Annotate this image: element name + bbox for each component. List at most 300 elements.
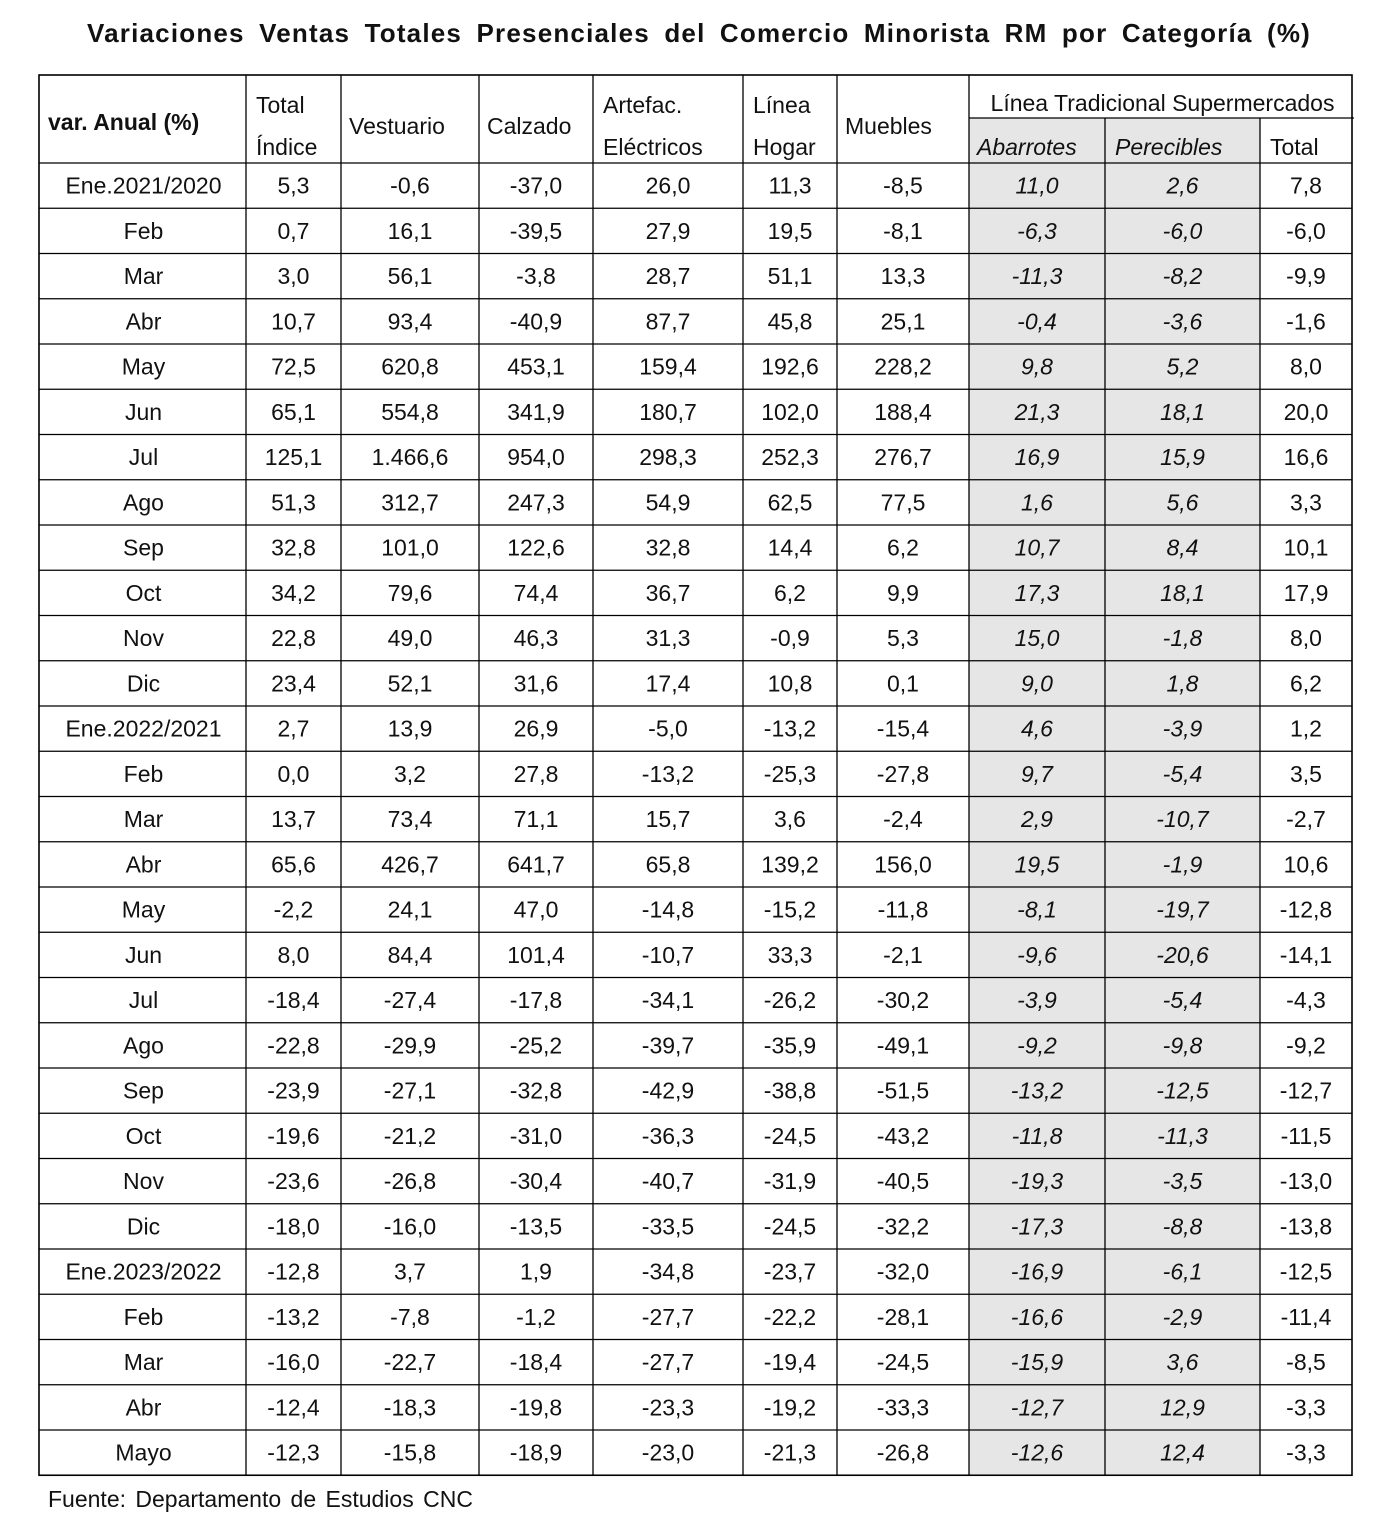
row-label: Nov <box>123 1168 164 1195</box>
table-cell: 5,3 <box>887 625 919 652</box>
table-cell: -34,8 <box>641 1258 695 1285</box>
row-label: Ago <box>123 1032 164 1059</box>
table-cell: -17,8 <box>509 987 563 1014</box>
table-cell: 101,0 <box>381 534 439 561</box>
table-cell: -11,8 <box>877 896 929 923</box>
table-cell: 62,5 <box>767 489 813 516</box>
table-cell: -10,7 <box>641 941 695 968</box>
table-cell: -32,2 <box>876 1213 930 1240</box>
row-label: Ago <box>123 489 164 516</box>
table-cell: 954,0 <box>507 444 565 471</box>
row-label: Feb <box>123 217 164 244</box>
table-cell: 426,7 <box>381 851 439 878</box>
table-cell: -16,6 <box>1010 1303 1064 1330</box>
table-cell: 0,0 <box>277 760 310 787</box>
table-cell: -24,5 <box>876 1349 930 1376</box>
table-cell: -2,2 <box>273 896 314 923</box>
table-cell: 8,0 <box>1290 625 1322 652</box>
table-cell: -15,9 <box>1010 1349 1064 1376</box>
table-cell: -13,0 <box>1279 1168 1333 1195</box>
table-cell: -34,1 <box>641 987 695 1014</box>
table-cell: -1,2 <box>516 1303 556 1330</box>
row-label: Nov <box>123 625 164 652</box>
table-cell: 5,3 <box>277 172 310 199</box>
table-cell: 15,7 <box>645 806 691 833</box>
table-cell: -9,2 <box>1017 1032 1057 1059</box>
table-cell: 101,4 <box>507 941 565 968</box>
row-label: Abr <box>125 1394 162 1421</box>
row-label: Oct <box>125 1122 162 1149</box>
table-cell: 10,7 <box>271 308 316 335</box>
table-cell: -26,8 <box>383 1168 437 1195</box>
table-cell: -38,8 <box>763 1077 817 1104</box>
table-cell: -0,9 <box>770 625 810 652</box>
table-cell: 87,7 <box>645 308 691 335</box>
table-cell: -3,9 <box>1162 715 1203 742</box>
row-label: May <box>121 353 166 380</box>
row-label: Sep <box>123 534 164 561</box>
row-label: Mar <box>123 263 164 290</box>
row-label: Jul <box>128 987 159 1014</box>
table-cell: 6,2 <box>887 534 919 561</box>
table-cell: 1,2 <box>1290 715 1322 742</box>
table-cell: -24,5 <box>763 1213 817 1240</box>
row-label: Jun <box>124 398 163 425</box>
table-cell: -32,0 <box>876 1258 930 1285</box>
table-cell: -43,2 <box>876 1122 930 1149</box>
table-cell: 5,2 <box>1166 353 1199 380</box>
table-cell: -11,3 <box>1011 263 1063 290</box>
table-cell: 13,3 <box>880 263 926 290</box>
table-cell: 2,7 <box>277 715 310 742</box>
table-cell: 49,0 <box>387 625 433 652</box>
table-cell: -25,2 <box>509 1032 563 1059</box>
table-cell: 1,6 <box>1021 489 1053 516</box>
table-cell: -27,8 <box>876 760 930 787</box>
table-cell: -18,3 <box>383 1394 437 1421</box>
table-cell: 125,1 <box>264 444 323 471</box>
row-label: Dic <box>126 670 161 697</box>
table-cell: -13,2 <box>1010 1077 1064 1104</box>
table-cell: -19,3 <box>1010 1168 1064 1195</box>
table-cell: -23,7 <box>763 1258 817 1285</box>
table-cell: 22,8 <box>271 625 316 652</box>
table-cell: -18,4 <box>509 1349 563 1376</box>
table-cell: -3,8 <box>516 263 556 290</box>
table-cell: 4,6 <box>1021 715 1053 742</box>
table-cell: -11,8 <box>1011 1122 1063 1149</box>
table-cell: -13,2 <box>763 715 817 742</box>
table-cell: -22,2 <box>763 1303 817 1330</box>
table-cell: 12,4 <box>1160 1439 1205 1466</box>
table-cell: 15,9 <box>1160 444 1205 471</box>
table-cell: -15,8 <box>383 1439 437 1466</box>
table-cell: 23,4 <box>271 670 316 697</box>
table-cell: 17,3 <box>1014 579 1060 606</box>
table-cell: -14,8 <box>641 896 695 923</box>
table-cell: 9,8 <box>1021 353 1053 380</box>
column-header: Artefac. <box>603 92 683 118</box>
row-label: Sep <box>123 1077 164 1104</box>
table-cell: 32,8 <box>271 534 316 561</box>
table-cell: -27,7 <box>641 1303 695 1330</box>
table-cell: 31,3 <box>645 625 691 652</box>
table-cell: 620,8 <box>381 353 439 380</box>
table-cell: -27,7 <box>641 1349 695 1376</box>
table-cell: -3,6 <box>1162 308 1203 335</box>
table-cell: 180,7 <box>639 398 697 425</box>
table-cell: -21,2 <box>383 1122 437 1149</box>
table-cell: 0,1 <box>887 670 919 697</box>
table-cell: -13,2 <box>641 760 695 787</box>
table-cell: 51,1 <box>767 263 813 290</box>
table-cell: -13,8 <box>1279 1213 1333 1240</box>
table-cell: -3,3 <box>1286 1394 1326 1421</box>
table-cell: 0,7 <box>277 217 310 244</box>
table-cell: -22,8 <box>267 1032 320 1059</box>
table-cell: 15,0 <box>1014 625 1060 652</box>
table-cell: 84,4 <box>387 941 433 968</box>
source-note: Fuente: Departamento de Estudios CNC <box>48 1486 473 1512</box>
table-cell: 9,7 <box>1021 760 1053 787</box>
table-cell: 18,1 <box>1160 398 1205 425</box>
table-cell: -18,4 <box>267 987 320 1014</box>
table-cell: 25,1 <box>880 308 926 335</box>
table-cell: -51,5 <box>876 1077 930 1104</box>
row-label: Jun <box>124 941 163 968</box>
table-cell: -30,2 <box>876 987 930 1014</box>
table-cell: 72,5 <box>271 353 316 380</box>
row-label: Feb <box>123 1303 164 1330</box>
table-cell: 188,4 <box>874 398 932 425</box>
table-cell: 52,1 <box>387 670 433 697</box>
table-cell: 2,9 <box>1021 806 1053 833</box>
table-cell: 13,9 <box>387 715 433 742</box>
table-cell: -11,4 <box>1280 1303 1332 1330</box>
table-cell: -3,9 <box>1017 987 1057 1014</box>
table-cell: 73,4 <box>387 806 433 833</box>
table-cell: 312,7 <box>381 489 439 516</box>
table-cell: 192,6 <box>761 353 819 380</box>
table-cell: -29,9 <box>383 1032 437 1059</box>
table-cell: -25,3 <box>763 760 817 787</box>
table-cell: 6,2 <box>1290 670 1322 697</box>
table-cell: 14,4 <box>767 534 813 561</box>
table-cell: 10,7 <box>1014 534 1060 561</box>
table-cell: 122,6 <box>507 534 565 561</box>
table-cell: 18,1 <box>1160 579 1205 606</box>
table-cell: -16,0 <box>267 1349 320 1376</box>
table-cell: 453,1 <box>507 353 565 380</box>
table-cell: -16,0 <box>383 1213 437 1240</box>
column-header: Calzado <box>487 113 572 139</box>
table-cell: 276,7 <box>874 444 932 471</box>
table-cell: -8,8 <box>1162 1213 1203 1240</box>
table-cell: 21,3 <box>1014 398 1060 425</box>
table-cell: -0,6 <box>390 172 430 199</box>
table-cell: 36,7 <box>645 579 691 606</box>
table-cell: -39,5 <box>509 217 563 244</box>
table-cell: -12,3 <box>267 1439 320 1466</box>
table-cell: -23,3 <box>641 1394 695 1421</box>
table-cell: 51,3 <box>271 489 316 516</box>
table-cell: -9,2 <box>1286 1032 1326 1059</box>
table-cell: 56,1 <box>387 263 433 290</box>
table-cell: 20,0 <box>1283 398 1329 425</box>
table-cell: -19,2 <box>763 1394 817 1421</box>
table-cell: 3,2 <box>394 760 426 787</box>
column-header: Línea <box>753 92 811 118</box>
table-cell: 33,3 <box>767 941 813 968</box>
table-cell: -30,4 <box>509 1168 563 1195</box>
table-cell: 17,9 <box>1283 579 1329 606</box>
table-cell: -20,6 <box>1156 941 1209 968</box>
table-cell: 9,0 <box>1021 670 1053 697</box>
column-header: Abarrotes <box>977 134 1077 160</box>
table-cell: 77,5 <box>880 489 926 516</box>
table-cell: -2,4 <box>883 806 923 833</box>
table-cell: 16,6 <box>1283 444 1329 471</box>
table-cell: -9,9 <box>1286 263 1326 290</box>
table-cell: -6,0 <box>1286 217 1326 244</box>
table-cell: -35,9 <box>763 1032 817 1059</box>
table-cell: 46,3 <box>513 625 559 652</box>
table-cell: 45,8 <box>767 308 813 335</box>
column-header: Total <box>256 92 305 118</box>
table-cell: -19,6 <box>267 1122 320 1149</box>
table-title: Variaciones Ventas Totales Presenciales del Comercio Minorista RM por Categoría (%) <box>86 18 1312 48</box>
table-cell: -15,4 <box>876 715 930 742</box>
table-cell: -8,1 <box>883 217 923 244</box>
table-cell: 5,6 <box>1166 489 1199 516</box>
table-cell: -2,1 <box>883 941 923 968</box>
table-cell: 3,7 <box>394 1258 426 1285</box>
row-label: Ene.2022/2021 <box>65 715 222 742</box>
table-cell: 31,6 <box>513 670 559 697</box>
table-cell: -40,7 <box>641 1168 695 1195</box>
table-cell: 341,9 <box>507 398 565 425</box>
column-header: Eléctricos <box>603 134 703 160</box>
table-cell: -3,3 <box>1286 1439 1326 1466</box>
table-cell: -6,0 <box>1162 217 1203 244</box>
row-label: Dic <box>126 1213 161 1240</box>
table-cell: -19,4 <box>763 1349 817 1376</box>
table-cell: 10,6 <box>1283 851 1329 878</box>
table-cell: -32,8 <box>509 1077 563 1104</box>
table-cell: -28,1 <box>876 1303 930 1330</box>
table-cell: 3,6 <box>774 806 806 833</box>
table-cell: -3,5 <box>1162 1168 1203 1195</box>
row-header-label: var. Anual (%) <box>48 109 200 135</box>
table-cell: 228,2 <box>874 353 932 380</box>
table-cell: 11,3 <box>768 172 812 199</box>
table-cell: -2,7 <box>1286 806 1326 833</box>
table-cell: -31,9 <box>763 1168 817 1195</box>
table-cell: -9,8 <box>1162 1032 1203 1059</box>
table-cell: 65,1 <box>271 398 316 425</box>
table-cell: -39,7 <box>641 1032 695 1059</box>
table-cell: 27,9 <box>645 217 691 244</box>
table-cell: -4,3 <box>1286 987 1326 1014</box>
table-cell: 16,9 <box>1014 444 1060 471</box>
table-cell: -13,2 <box>267 1303 320 1330</box>
table-cell: 19,5 <box>767 217 813 244</box>
table-cell: -12,7 <box>1010 1394 1064 1421</box>
table-cell: -40,5 <box>876 1168 930 1195</box>
table-cell: -42,9 <box>641 1077 695 1104</box>
table-cell: 34,2 <box>271 579 316 606</box>
table-cell: -0,4 <box>1017 308 1057 335</box>
table-cell: -12,4 <box>267 1394 320 1421</box>
table-cell: -12,7 <box>1279 1077 1333 1104</box>
table-cell: -2,9 <box>1162 1303 1203 1330</box>
table-cell: -16,9 <box>1010 1258 1064 1285</box>
table-cell: 8,0 <box>277 941 310 968</box>
table-cell: 32,8 <box>645 534 691 561</box>
table-cell: -8,1 <box>1017 896 1057 923</box>
table-cell: -33,3 <box>876 1394 930 1421</box>
table-cell: -8,5 <box>1286 1349 1326 1376</box>
table-cell: 6,2 <box>774 579 806 606</box>
table-cell: -6,3 <box>1017 217 1057 244</box>
table-cell: -22,7 <box>383 1349 437 1376</box>
row-label: Abr <box>125 851 162 878</box>
table-cell: -24,5 <box>763 1122 817 1149</box>
table-cell: -12,6 <box>1010 1439 1064 1466</box>
table-cell: -11,3 <box>1157 1122 1208 1149</box>
row-label: Mar <box>123 806 164 833</box>
table-cell: -18,0 <box>267 1213 320 1240</box>
table-cell: -27,1 <box>383 1077 437 1104</box>
table-cell: -13,5 <box>509 1213 563 1240</box>
table-cell: -1,6 <box>1286 308 1326 335</box>
table-cell: 10,8 <box>767 670 813 697</box>
row-label: Mar <box>123 1349 164 1376</box>
table-cell: 11,0 <box>1015 172 1059 199</box>
table-cell: -49,1 <box>876 1032 930 1059</box>
table-cell: 247,3 <box>507 489 565 516</box>
table-cell: 47,0 <box>513 896 559 923</box>
table-cell: -12,8 <box>1279 896 1333 923</box>
table-cell: 9,9 <box>887 579 919 606</box>
column-header: Vestuario <box>349 113 445 139</box>
table-cell: -12,5 <box>1156 1077 1209 1104</box>
table-cell: 252,3 <box>761 444 819 471</box>
table-cell: 3,5 <box>1290 760 1322 787</box>
table-cell: -37,0 <box>509 172 563 199</box>
table-cell: -17,3 <box>1010 1213 1064 1240</box>
column-header: Índice <box>256 134 318 160</box>
table-cell: 10,1 <box>1283 534 1329 561</box>
table-cell: -12,5 <box>1279 1258 1333 1285</box>
group-header: Línea Tradicional Supermercados <box>990 90 1335 116</box>
table-cell: 71,1 <box>513 806 559 833</box>
table-cell: 3,3 <box>1290 489 1322 516</box>
table-cell: -36,3 <box>641 1122 695 1149</box>
column-header: Total <box>1270 134 1319 160</box>
table-cell: 24,1 <box>387 896 433 923</box>
table-cell: 156,0 <box>874 851 932 878</box>
row-label: Ene.2021/2020 <box>65 172 222 199</box>
column-header: Muebles <box>845 113 932 139</box>
table-cell: -23,0 <box>641 1439 695 1466</box>
table-cell: -5,0 <box>648 715 688 742</box>
table-cell: -8,2 <box>1162 263 1203 290</box>
table-cell: 7,8 <box>1290 172 1322 199</box>
table-cell: 27,8 <box>513 760 559 787</box>
row-label: Jul <box>128 444 159 471</box>
table-cell: -8,5 <box>883 172 923 199</box>
table-cell: -1,8 <box>1162 625 1203 652</box>
table-cell: 2,6 <box>1166 172 1199 199</box>
table-cell: 26,9 <box>513 715 559 742</box>
table-cell: -26,8 <box>876 1439 930 1466</box>
table-cell: 102,0 <box>761 398 819 425</box>
row-label: Oct <box>125 579 162 606</box>
table-cell: -21,3 <box>763 1439 817 1466</box>
row-label: May <box>121 896 166 923</box>
table-cell: 17,4 <box>645 670 691 697</box>
row-label: Mayo <box>115 1439 172 1466</box>
table-cell: -31,0 <box>509 1122 563 1149</box>
table-cell: 139,2 <box>761 851 819 878</box>
row-label: Ene.2023/2022 <box>65 1258 222 1285</box>
table-cell: 26,0 <box>645 172 691 199</box>
table-cell: -5,4 <box>1162 987 1203 1014</box>
table-cell: -1,9 <box>1162 851 1203 878</box>
table-cell: -18,9 <box>509 1439 563 1466</box>
table-cell: 298,3 <box>639 444 697 471</box>
table-cell: -14,1 <box>1279 941 1333 968</box>
table-cell: -5,4 <box>1162 760 1203 787</box>
table-cell: -26,2 <box>763 987 817 1014</box>
table-cell: -27,4 <box>383 987 437 1014</box>
table-cell: -12,8 <box>267 1258 320 1285</box>
table-cell: -7,8 <box>390 1303 430 1330</box>
table-cell: 65,8 <box>645 851 691 878</box>
table-cell: -10,7 <box>1156 806 1209 833</box>
table-cell: 8,4 <box>1166 534 1199 561</box>
table-cell: 16,1 <box>387 217 433 244</box>
table-cell: -19,8 <box>509 1394 563 1421</box>
table-cell: -19,7 <box>1156 896 1209 923</box>
table-cell: -40,9 <box>509 308 563 335</box>
table-cell: 159,4 <box>639 353 697 380</box>
table-cell: 3,6 <box>1166 1349 1199 1376</box>
table-cell: 3,0 <box>277 263 310 290</box>
table-cell: -6,1 <box>1162 1258 1203 1285</box>
row-label: Feb <box>123 760 164 787</box>
table-cell: -11,5 <box>1280 1122 1332 1149</box>
table-cell: 54,9 <box>645 489 691 516</box>
table-cell: 19,5 <box>1014 851 1060 878</box>
table-cell: 1.466,6 <box>371 444 449 471</box>
column-header: Hogar <box>753 134 816 160</box>
column-header: Perecibles <box>1115 134 1223 160</box>
table-cell: 1,8 <box>1166 670 1199 697</box>
table-cell: -23,6 <box>267 1168 320 1195</box>
table-cell: 79,6 <box>387 579 433 606</box>
table-cell: 641,7 <box>507 851 565 878</box>
table-cell: 13,7 <box>271 806 316 833</box>
table-cell: 28,7 <box>645 263 691 290</box>
table-cell: 93,4 <box>387 308 433 335</box>
table-cell: 12,9 <box>1160 1394 1205 1421</box>
table-cell: 65,6 <box>271 851 316 878</box>
table-cell: 554,8 <box>381 398 439 425</box>
table-cell: 1,9 <box>520 1258 552 1285</box>
table-cell: -23,9 <box>267 1077 320 1104</box>
